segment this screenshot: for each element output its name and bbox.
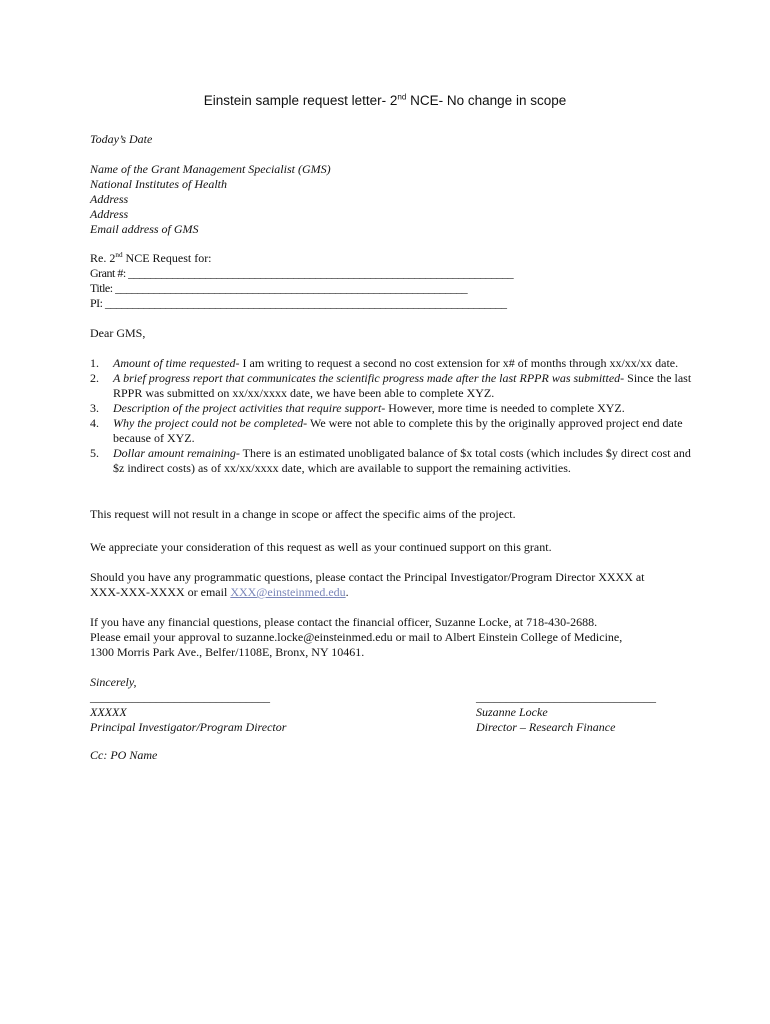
title-suffix: NCE- No change in scope <box>406 93 567 108</box>
item-number: 3. <box>90 401 99 415</box>
list-item <box>90 356 700 371</box>
item-number: 5. <box>90 446 99 460</box>
item-lead: Dollar amount remaining <box>113 446 236 460</box>
appreciation-paragraph: We appreciate your consideration of this request as well as your continued support on this grant. <box>90 540 552 554</box>
re-suffix: NCE Request for: <box>122 251 212 265</box>
item-lead: A brief progress report that communicates the scientific progress made after the last RPPR was submitted <box>113 371 621 385</box>
title-field: Title: ________________________________________________________________ <box>90 281 468 295</box>
questions-line-2 <box>90 585 700 600</box>
questions-paragraph <box>90 570 700 600</box>
list-item <box>90 446 700 476</box>
questions-line: Should you have any programmatic questions, please contact the Principal Investigator/Program Director XXXX at <box>90 570 645 584</box>
item-number: 4. <box>90 416 99 430</box>
item-lead: Why the project could not be completed <box>113 416 304 430</box>
re-prefix: Re. 2 <box>90 251 116 265</box>
item-text: - There is an estimated unobligated balance of $x total costs (which includes $y direct cost and $z indirect costs) as of xx/xx/xxxx date, which are available to support the remaining activities. <box>113 446 691 475</box>
closing: Sincerely, <box>90 675 137 689</box>
financial-line: 1300 Morris Park Ave., Belfer/1108E, Bronx, NY 10461. <box>90 645 365 659</box>
re-block <box>90 251 700 311</box>
letter-date: Today’s Date <box>90 132 153 146</box>
signature-right <box>476 690 716 735</box>
item-number: 2. <box>90 371 99 385</box>
request-list <box>90 356 700 476</box>
list-item <box>90 401 700 416</box>
scope-paragraph: This request will not result in a change in scope or affect the specific aims of the project. <box>90 507 516 521</box>
document-title <box>0 93 770 108</box>
item-lead: Amount of time requested <box>113 356 236 370</box>
list-item <box>90 371 700 401</box>
email-link[interactable]: XXX@einsteinmed.edu <box>230 585 346 599</box>
item-number: 1. <box>90 356 99 370</box>
financial-paragraph <box>90 615 700 660</box>
signer-left-title: Principal Investigator/Program Director <box>90 720 287 734</box>
signature-line-right: ______________________________ <box>476 690 656 704</box>
re-line <box>90 251 700 266</box>
salutation: Dear GMS, <box>90 326 146 340</box>
signature-line-left: ______________________________ <box>90 690 270 704</box>
recipient-line: Address <box>90 207 129 221</box>
phone-text: XXX-XXX-XXXX or email <box>90 585 231 599</box>
pi-field: PI: _________________________________________________________________________ <box>90 296 507 310</box>
re-superscript: nd <box>115 251 123 259</box>
item-text: - Since the last RPPR was submitted on xx/xx/xxxx date, we have been able to complete XYZ. <box>113 371 692 400</box>
list-item <box>90 416 700 446</box>
signature-left <box>90 675 390 735</box>
recipient-line: Address <box>90 192 129 206</box>
item-text: - However, more time is needed to complete XYZ. <box>381 401 625 415</box>
recipient-line: National Institutes of Health <box>90 177 227 191</box>
item-text: - We were not able to complete this by the originally approved project end date because of XYZ. <box>113 416 683 445</box>
questions-end: . <box>345 585 349 599</box>
financial-line: If you have any financial questions, please contact the financial officer, Suzanne Locke, at 718-430-2688. <box>90 615 598 629</box>
signer-left-name: XXXXX <box>90 705 127 719</box>
signer-right-name: Suzanne Locke <box>476 705 548 719</box>
recipient-line: Email address of GMS <box>90 222 199 236</box>
title-prefix: Einstein sample request letter- 2 <box>203 93 398 108</box>
recipient-block <box>90 162 700 237</box>
item-lead: Description of the project activities that require support <box>113 401 382 415</box>
recipient-line: Name of the Grant Management Specialist (GMS) <box>90 162 331 176</box>
grant-number-field: Grant #: ______________________________________________________________________ <box>90 266 514 280</box>
signer-right-title: Director – Research Finance <box>476 720 616 734</box>
cc-line: Cc: PO Name <box>90 748 158 762</box>
item-text: - I am writing to request a second no cost extension for x# of months through xx/xx/xx date. <box>235 356 679 370</box>
financial-line: Please email your approval to suzanne.locke@einsteinmed.edu or mail to Albert Einstein College of Medicine, <box>90 630 623 644</box>
title-superscript: nd <box>397 92 407 102</box>
